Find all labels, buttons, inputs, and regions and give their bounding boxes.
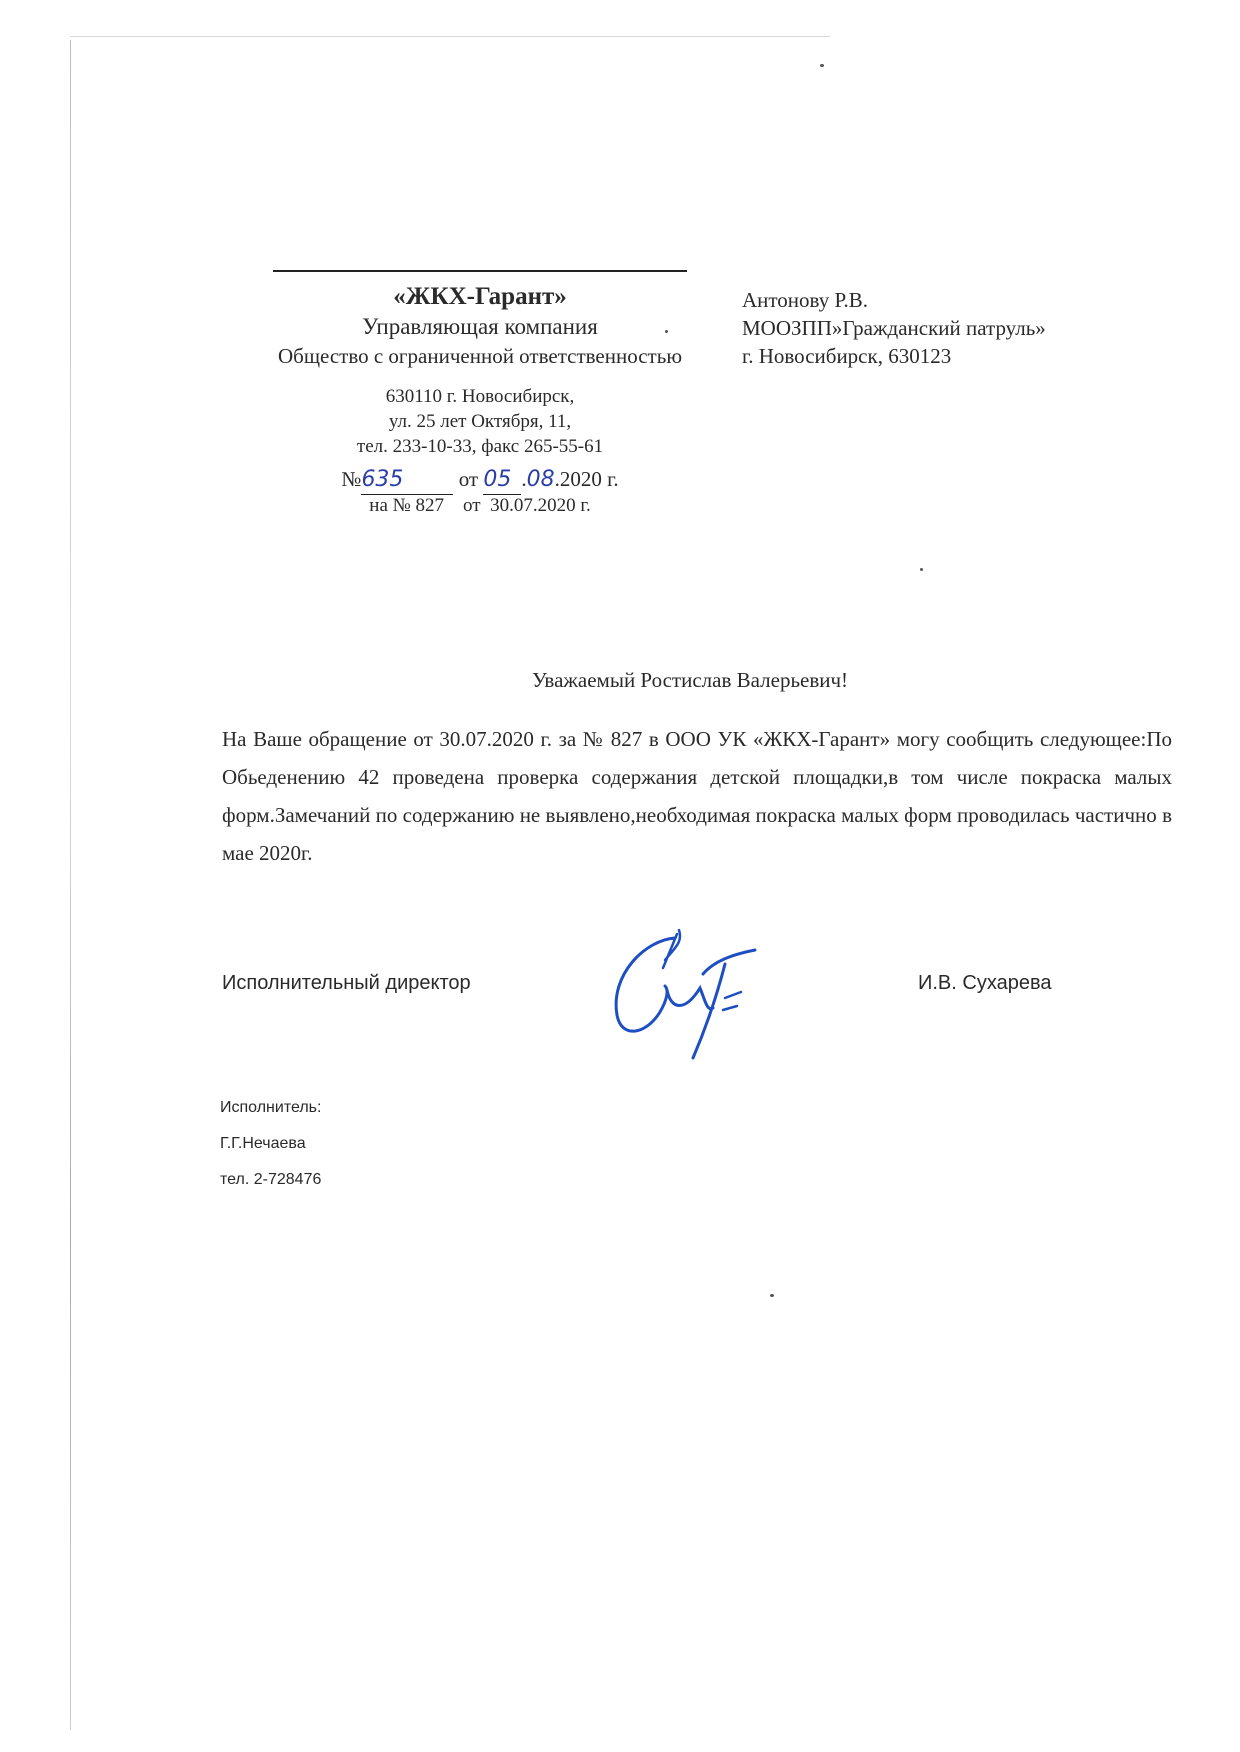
addressee-block [742, 286, 1046, 370]
company-legal-form: Общество с ограниченной ответственностью [277, 344, 683, 368]
ref-number-handwritten: 635 [361, 467, 404, 492]
address-line: ул. 25 лет Октября, 11, [388, 411, 572, 432]
scan-speck [770, 1294, 774, 1297]
ref-day-field [483, 465, 521, 495]
scan-edge-top [70, 36, 830, 37]
scan-speck [920, 568, 923, 571]
letterhead [230, 270, 730, 517]
reply-to-reference: на № 827 от 30.07.2020 г. [369, 495, 591, 516]
ref-day-handwritten: 05 [483, 467, 512, 492]
executor-phone: тел. 2-728476 [220, 1171, 322, 1188]
handwritten-signature [605, 920, 780, 1070]
company-address [230, 384, 730, 459]
ref-number-field [361, 465, 453, 495]
addressee-city: г. Новосибирск, 630123 [742, 344, 952, 368]
addressee-organization: МООЗПП»Гражданский патруль» [742, 316, 1046, 340]
scan-edge-left [70, 40, 71, 1730]
ref-year: 2020 г. [559, 467, 619, 491]
executor-block [220, 1090, 321, 1198]
company-type: Управляющая компания [362, 314, 598, 339]
outgoing-reference: №635 от 05 .08.2020 г. [230, 465, 730, 495]
signatory-name: И.В. Сухарева [918, 972, 1052, 994]
contact-line: тел. 233-10-33, факс 265-55-61 [356, 436, 604, 457]
executor-label: Исполнитель: [220, 1099, 322, 1116]
ref-from-word: от [458, 467, 479, 491]
letterhead-rule [273, 270, 687, 272]
scan-speck [820, 64, 824, 67]
salutation: Уважаемый Ростислав Валерьевич! [531, 668, 849, 692]
ref-month-handwritten: 08 [526, 467, 555, 492]
company-name: «ЖКХ-Гарант» [393, 283, 567, 310]
letter-body: На Ваше обращение от 30.07.2020 г. за № 827 в ООО УК «ЖКХ-Гарант» могу сообщить следующее:По Обьеденению 42 проведена проверка содержания детской площадки,в том числе покраска малых форм.Замечаний по содержанию не выявлено,необходимая покраска малых форм проводилась частично в мае 2020г. [222, 727, 1172, 865]
addressee-name: Антонову Р.В. [742, 288, 869, 312]
signatory-position: Исполнительный директор [222, 972, 471, 994]
ref-number-sign: № [341, 467, 362, 491]
address-line: 630110 г. Новосибирск, [385, 386, 575, 407]
executor-name: Г.Г.Нечаева [220, 1135, 306, 1152]
